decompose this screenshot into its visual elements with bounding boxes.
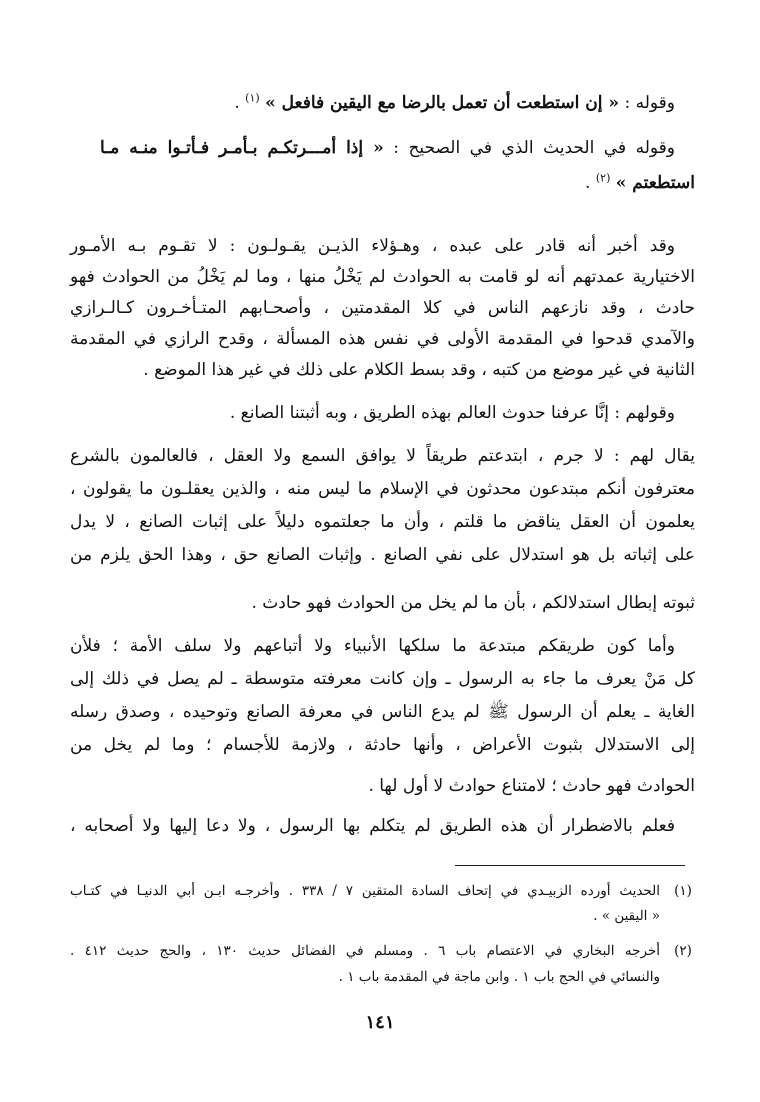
footnote-1-line-2: « اليقين » .: [593, 908, 660, 924]
paragraph-6-line-1: وأما كون طريقكم مبتدعة ما سلكها الأنبياء ولا أتباعهم ولا سلف الأمة ؛ فلأن: [70, 636, 675, 656]
footnote-1-number: (١): [674, 883, 692, 899]
paragraph-5-line-3: يعلمون أن العقل يناقض ما قلتم ، وأن ما جعلتموه دليلاً على إثبات الصانع ، لا يدل: [70, 512, 695, 532]
paragraph-3-line-2: الاختيارية عمدتهم أنه لو قامت به الحوادث لم يَخْلُ منها ، وما لم يَخْلُ من الحوادث فهو: [70, 267, 695, 287]
lead-text: وقوله في الحديث الذي في الصحيح :: [393, 138, 675, 158]
paragraph-6-line-4: إلى الاستدلال بثبوت الأعراض ، وأنها حادثة ، ولازمة للأجسام ؛ وما لم يخل من: [70, 735, 695, 755]
hadith-quote: « إذا أمـــرتكـم بـأمـر فـأتـوا منـه مـا: [100, 138, 384, 158]
paragraph-1-line-1: [100, 90, 675, 118]
footnote-ref-2[interactable]: (٢): [595, 171, 611, 185]
paragraph-5-line-2: معترفون أنكم مبتدعون محدثون في الإسلام ما ليس منه ، والذين يعقلـون ما يقولون ،: [70, 479, 695, 499]
paragraph-7-line-1: فعلم بالاضطرار أن هذه الطريق لم يتكلم بها الرسول ، ولا دعا إليها ولا أصحابه ،: [70, 816, 675, 836]
paragraph-5-line-4: على إثباته بل هو استدلال على نفي الصانع . وإثبات الصانع حق ، وهذا الحق يلزم من: [70, 545, 695, 565]
page-number: ١٤١: [365, 1012, 395, 1033]
paragraph-5-line-1: يقال لهم : لا جرم ، ابتدعتم طريقاً لا يوافق السمع ولا العقل ، فالعالمون بالشرع: [70, 446, 695, 466]
footnote-2-number: (٢): [674, 943, 692, 959]
paragraph-6-line-5: الحوادث فهو حادث ؛ لامتناع حوادث لا أول لها .: [368, 776, 695, 796]
paragraph-5-line-5: ثبوته إبطال استدلالكم ، بأن ما لم يخل من الحوادث فهو حادث .: [251, 593, 695, 613]
paragraph-3-line-1: وقد أخبر أنه قادر على عبده ، وهـؤلاء الذيـن يقـولـون : لا تقـوم بـه الأمـور: [70, 236, 675, 256]
hadith-quote-end: استطعتم »: [615, 173, 695, 193]
period: .: [585, 173, 591, 193]
paragraph-6-line-3: الغاية ـ يعلم أن الرسول ﷺ لم يدع الناس في معرفة الصانع وتوحيده ، وصدق رسله: [70, 702, 695, 722]
paragraph-6-line-2: كل مَنْ يعرف ما جاء به الرسول ـ وإن كانت معرفته متوسطة ـ لم يصل في ذلك إلى: [70, 669, 695, 689]
paragraph-4-line-1: وقولهم : إنَّا عرفنا حدوث العالم بهذه الطريق ، وبه أثبتنا الصانع .: [229, 403, 675, 423]
footnote-separator: [455, 865, 685, 866]
paragraph-3-line-4: والآمدي قدحوا في المقدمة الأولى في نفس هذه المسألة ، وقدح الرازي في المقدمة: [70, 329, 695, 349]
footnote-2-line-1: أخرجه البخاري في الاعتصام باب ٦ . ومسلم في الفضائل حديث ١٣٠ ، والحج حديث ٤١٢ .: [70, 943, 660, 959]
hadith-quote: « إن استطعت أن تعمل بالرضا مع اليقين فافعل »: [265, 93, 620, 113]
period: .: [234, 93, 240, 113]
footnote-2-line-2: والنسائي في الحج باب ١ . وابن ماجة في المقدمة باب ١ .: [338, 969, 660, 985]
footnote-1-line-1: الحديث أورده الزبيـدي في إتحاف السادة المتقين ٧ / ٣٣٨ . وأخرجـه ابـن أبي الدنيـا في كتـاب: [70, 883, 661, 899]
paragraph-3-line-3: حادث ، وقد نازعهم الناس في كلا المقدمتين ، وأصحـابهم المتـأخـرون كـالـرازي: [70, 298, 695, 318]
lead-text: وقوله :: [624, 93, 675, 113]
paragraph-3-line-5: الثانية في غير موضع من كتبه ، وقد بسط الكلام على ذلك في غير هذا الموضع .: [143, 360, 695, 380]
footnote-ref-1[interactable]: (١): [245, 91, 260, 105]
paragraph-2-line-2: [100, 170, 695, 198]
paragraph-2-line-1: [100, 135, 675, 163]
